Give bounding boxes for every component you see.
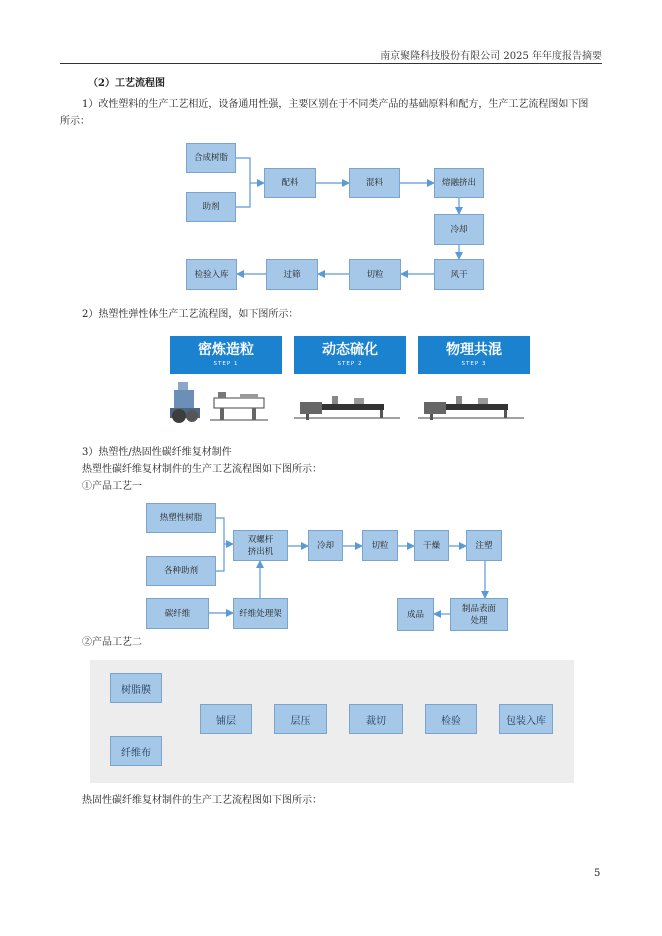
flow1-sieve-box: 过筛 [266,259,318,290]
paragraph-7: 热固性碳纤维复材制件的生产工艺流程图如下图所示： [82,795,322,806]
step-1-banner [170,336,282,374]
step-1-label: STEP 1 [213,361,239,367]
paragraph-4: 热塑性碳纤维复材制件的生产工艺流程图如下图所示： [82,464,322,475]
flow3-inject-box: 注塑 [466,530,502,561]
flow1-cool-box: 冷却 [434,214,484,245]
step-2-label: STEP 2 [337,361,363,367]
flow1-pelletize-box: 切粒 [349,259,401,290]
flow3-extruder-line2: 挤出机 [247,546,274,557]
flow3-pelletize-box: 切粒 [362,530,398,561]
flow4-laminate-box: 层压 [274,704,327,734]
flow4-inspect-box: 检验 [425,704,477,734]
flow4-cut-box: 裁切 [349,704,403,734]
flow4-film-box: 树脂膜 [110,673,162,703]
flow1-dry-box: 风干 [434,259,484,290]
paragraph-5: ①产品工艺一 [82,481,142,492]
step-2-banner [294,336,406,374]
flow4-cloth-box: 纤维布 [110,736,162,766]
flow3-surface-line1: 制品表面 [461,603,496,614]
flow3-extruder-line1: 双螺杆 [247,534,274,545]
step-1-machine-image [170,380,282,426]
step-3-banner [418,336,530,374]
flow3-cool-box: 冷却 [308,530,343,561]
report-header: 南京聚隆科技股份有限公司 2025 年年度报告摘要 [380,51,602,62]
flow3-additives-box: 各种助剂 [146,556,216,586]
flow3-dry-box: 干燥 [414,530,449,561]
flow4-pack-box: 包装入库 [499,704,553,734]
internal-mixer-icon [170,380,282,426]
flow4-layup-box: 铺层 [200,704,252,734]
paragraph-6: ②产品工艺二 [82,637,142,648]
extruder-machine-icon [294,380,406,426]
step-1-title: 密炼造粒 [198,342,254,358]
paragraph-1-line2: 所示： [60,116,90,127]
flow3-resin-box: 热塑性树脂 [146,503,216,533]
paragraph-3: 3）热塑性/热固性碳纤维复材制件 [82,447,232,458]
flow3-surface-box [450,598,508,631]
section-title: （2）工艺流程图 [88,78,165,89]
step-3-machine-image [418,380,530,426]
step-2-title: 动态硫化 [322,342,378,358]
flow1-blending-box: 混料 [349,168,400,198]
flow1-extrude-box: 熔融挤出 [434,168,484,198]
step-3-title: 物理共混 [446,342,502,358]
flow3-surface-line2: 处理 [470,615,488,626]
flow3-fiber-rack-box: 纤维处理架 [233,598,288,629]
step-2-machine-image [294,380,406,426]
paragraph-2: 2）热塑性弹性体生产工艺流程图，如下图所示： [82,309,299,320]
flow1-resin-box: 合成树脂 [186,143,236,173]
flow3-extruder-box [233,530,288,561]
flow1-inspect-box: 检验入库 [186,259,237,290]
blending-extruder-icon [418,380,530,426]
flow1-mixing-box: 配料 [264,168,316,198]
paragraph-1-line1: 1）改性塑料的生产工艺相近，设备通用性强，主要区别在于不同类产品的基础原料和配方，生产工艺流程图如下图 [82,99,589,110]
flow3-fiber-box: 碳纤维 [146,598,209,629]
flow1-additive-box: 助剂 [186,192,236,222]
flow3-product-box: 成品 [397,598,434,631]
step-3-label: STEP 3 [461,361,487,367]
page-number: 5 [594,868,601,879]
